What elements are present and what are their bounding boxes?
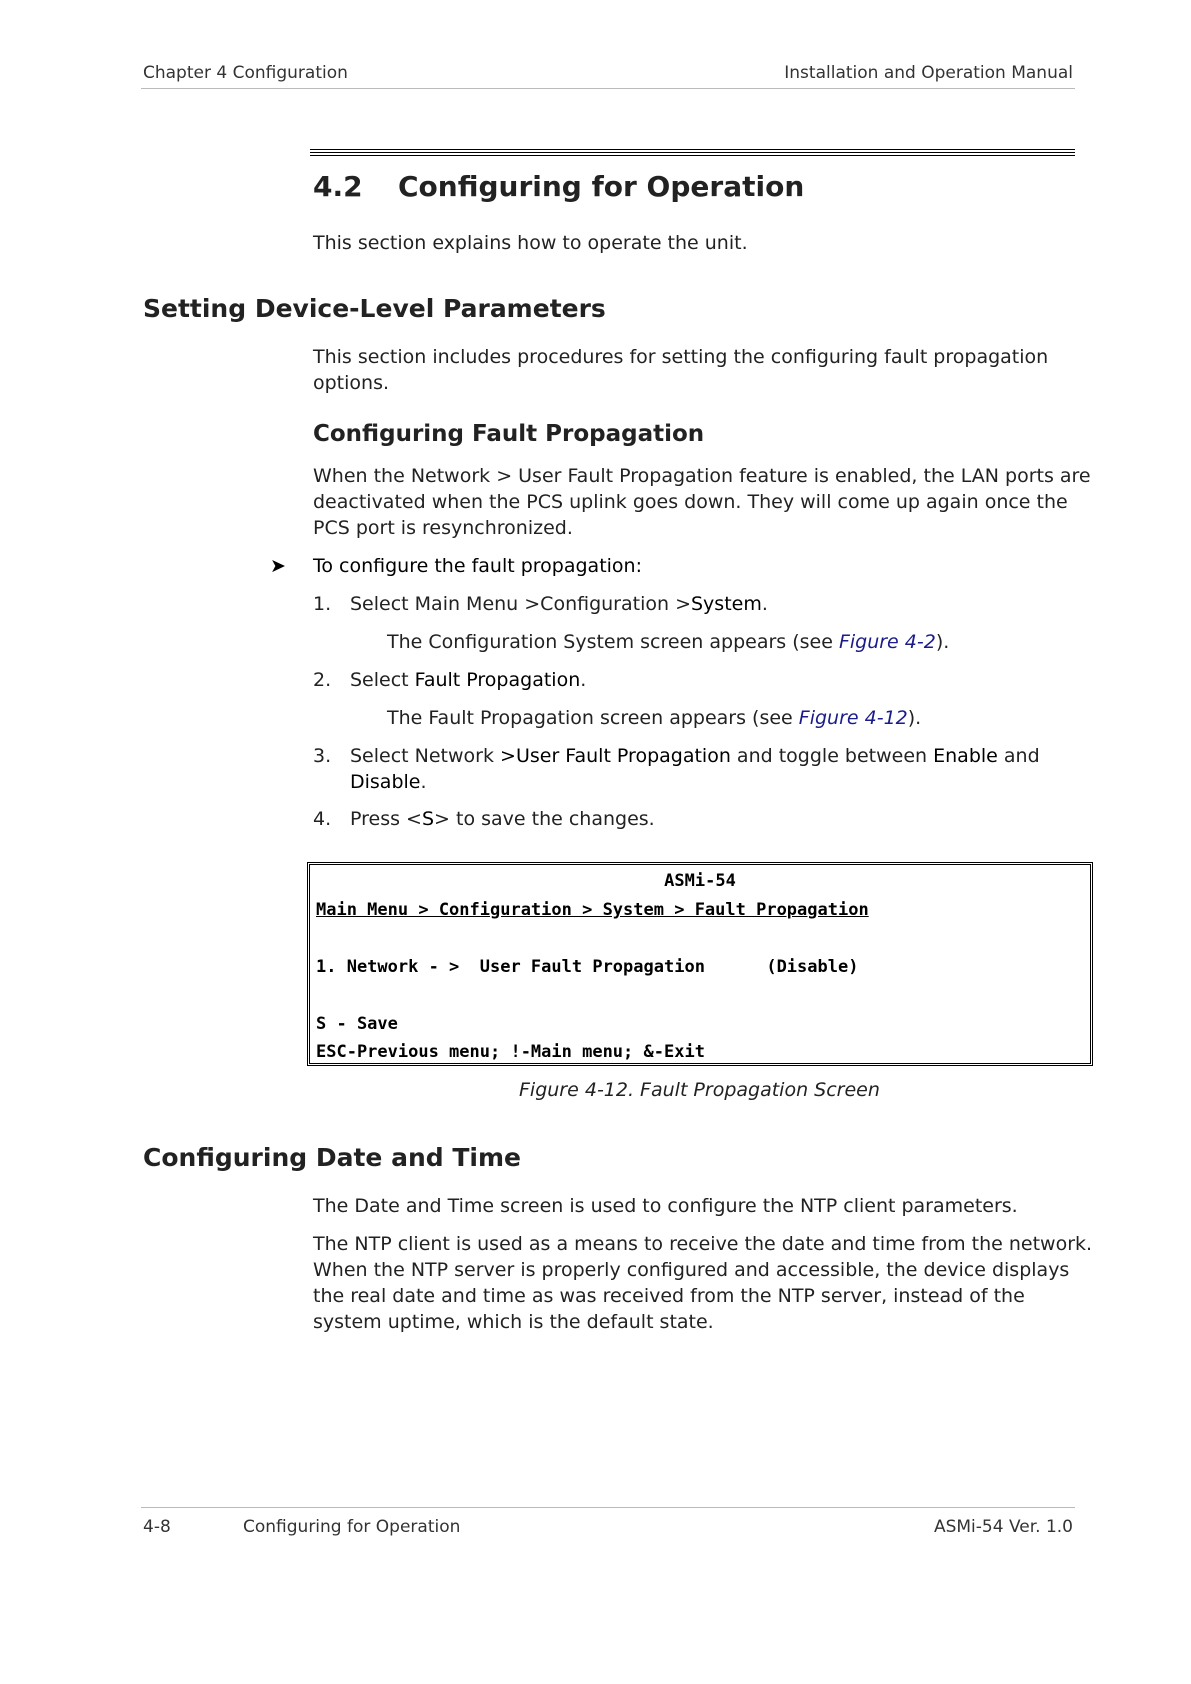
step-2-text: Select Fault Propagation. [350,669,587,691]
ui-s-key: S [421,808,435,830]
step-1-result: The Configuration System screen appears (see Figure 4-2). [387,631,950,653]
terminal-menu-item-network: 1. Network - > User Fault Propagation (Disable) [316,957,859,977]
link-figure-4-2[interactable]: Figure 4-2 [838,631,936,653]
device-level-intro-line1: This section includes procedures for setting the configuring fault propagation [313,346,1049,368]
step-2-number: 2. [313,669,332,691]
fault-paragraph-line3: PCS port is resynchronized. [313,517,573,539]
footer-product: ASMi-54 Ver. 1.0 [933,1517,1073,1537]
step-2-result: The Fault Propagation screen appears (see Figure 4-12). [387,707,922,729]
step-4-text: Press <S> to save the changes. [350,808,655,830]
fault-paragraph-line1: When the Network > User Fault Propagation feature is enabled, the LAN ports are [313,465,1091,487]
footer-section: Configuring for Operation [243,1517,461,1537]
terminal-menu-path: Main Menu > Configuration > System > Fault Propagation [316,900,869,920]
section-title: Configuring for Operation [398,170,805,203]
header-manual-title: Installation and Operation Manual [784,63,1073,83]
fault-propagation-terminal-screen [307,862,1093,1066]
device-level-intro-line2: options. [313,372,390,394]
footer-page-number: 4-8 [143,1517,171,1537]
ui-enable: Enable [933,745,998,767]
terminal-save-option: S - Save [316,1014,398,1034]
footer-rule [141,1507,1075,1508]
ui-system: System [691,593,762,615]
step-1-number: 1. [313,593,332,615]
step-3-text: Select Network >User Fault Propagation and toggle between Enable and [350,745,1040,767]
link-figure-4-12[interactable]: Figure 4-12 [798,707,908,729]
step-1-text: Select Main Menu >Configuration >System. [350,593,768,615]
procedure-title: To configure the fault propagation: [313,555,642,577]
fault-propagation-heading: Configuring Fault Propagation [313,421,705,447]
terminal-title: ASMi-54 [664,871,736,891]
procedure-arrow-icon: ➤ [270,555,286,577]
date-time-paragraph-2-line4: system uptime, which is the default state. [313,1311,714,1333]
date-time-paragraph-1: The Date and Time screen is used to configure the NTP client parameters. [313,1195,1018,1217]
terminal-navigation-hint: ESC-Previous menu; !-Main menu; &-Exit [316,1042,705,1062]
ui-fault-propagation: Fault Propagation [414,669,581,691]
section-rule [310,149,1075,156]
fault-paragraph-line2: deactivated when the PCS uplink goes down. They will come up again once the [313,491,1068,513]
device-level-heading: Setting Device-Level Parameters [143,294,606,323]
section-number: 4.2 [313,170,363,203]
ui-user-fault-propagation: >User Fault Propagation [500,745,731,767]
step-3-text-line2: Disable. [350,771,427,793]
section-intro: This section explains how to operate the unit. [313,232,748,254]
figure-caption: Figure 4-12. Fault Propagation Screen [519,1079,880,1101]
date-time-paragraph-2-line2: When the NTP server is properly configured and accessible, the device displays [313,1259,1070,1281]
date-time-heading: Configuring Date and Time [143,1143,521,1172]
date-time-paragraph-2-line3: the real date and time as was received from the NTP server, instead of the [313,1285,1025,1307]
date-time-paragraph-2-line1: The NTP client is used as a means to receive the date and time from the network. [313,1233,1093,1255]
header-chapter: Chapter 4 Configuration [143,63,348,83]
step-3-number: 3. [313,745,332,767]
header-rule [141,88,1075,89]
step-4-number: 4. [313,808,332,830]
ui-disable: Disable [350,771,421,793]
